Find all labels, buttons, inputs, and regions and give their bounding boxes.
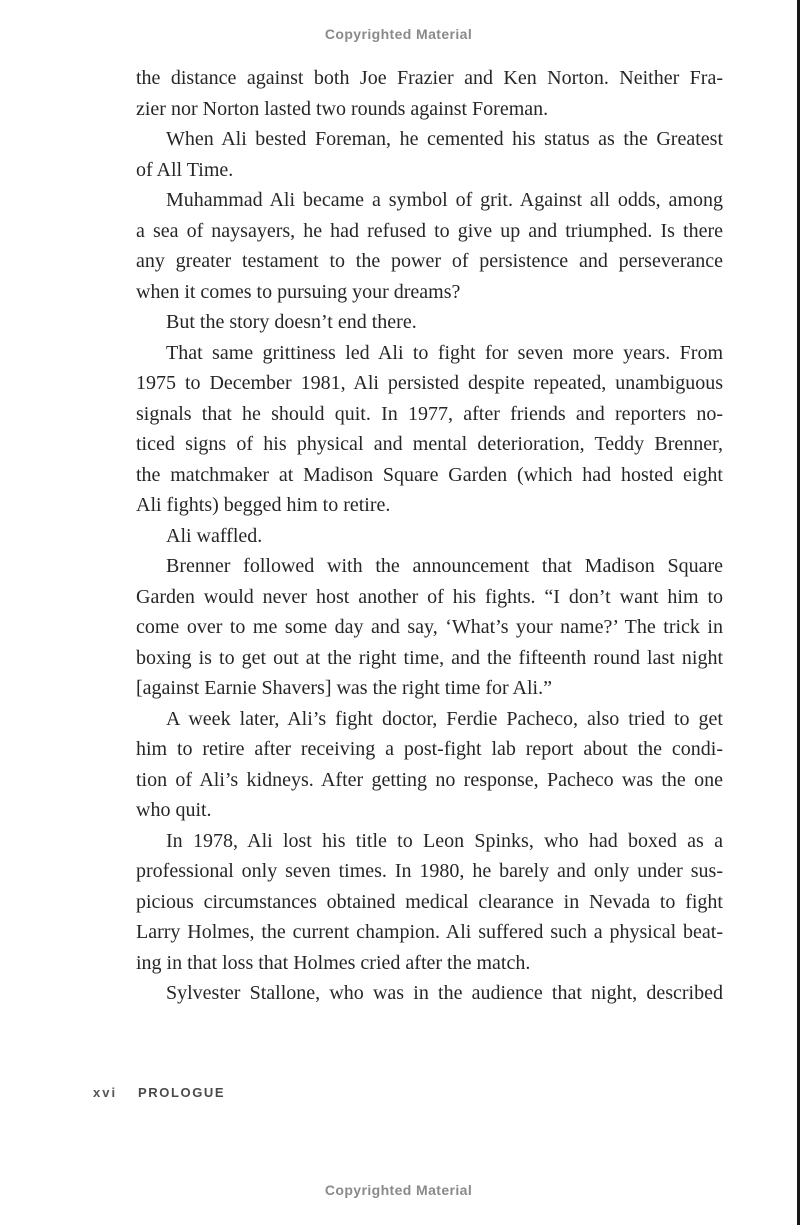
text-line: ticed signs of his physical and mental deterioration, Teddy Brenner, (136, 433, 723, 455)
text-line: Ali fights) begged him to retire. (136, 494, 391, 516)
text-line: picious circumstances obtained medical clearance in Nevada to fight (136, 890, 723, 913)
paragraph (136, 307, 723, 338)
text-line: of All Time. (136, 158, 234, 181)
copyright-notice-bottom: Copyrighted Material (324, 1182, 473, 1198)
paragraph (136, 704, 723, 826)
text-line: In 1978, Ali lost his title to Leon Spinks, who had boxed as a (166, 829, 723, 852)
text-line: come over to me some day and say, ‘What’s your name?’ The trick in (136, 616, 723, 638)
paragraph (136, 338, 723, 521)
text-line: professional only seven times. In 1980, he barely and only under sus- (136, 860, 723, 882)
running-head-prologue: PROLOGUE (138, 1085, 226, 1100)
text-line: zier nor Norton lasted two rounds against Foreman. (136, 97, 549, 120)
text-line: signals that he should quit. In 1977, after friends and reporters no- (136, 402, 723, 425)
text-line: when it comes to pursuing your dreams? (136, 280, 461, 303)
text-line: Brenner followed with the announcement that Madison Square (166, 555, 723, 577)
paragraph (136, 978, 723, 1009)
text-line: the matchmaker at Madison Square Garden (which had hosted eight (136, 463, 723, 486)
text-line: Larry Holmes, the current champion. Ali suffered such a physical beat- (136, 921, 723, 943)
text-line: who quit. (136, 799, 212, 821)
text-line: A week later, Ali’s fight doctor, Ferdie Pacheco, also tried to get (166, 707, 723, 730)
text-line: Sylvester Stallone, who was in the audience that night, described (166, 982, 723, 1004)
text-line: Muhammad Ali became a symbol of grit. Against all odds, among (166, 189, 723, 211)
page-number: xvi (93, 1085, 118, 1100)
text-line: tion of Ali’s kidneys. After getting no response, Pacheco was the one (136, 768, 723, 791)
text-line: ing in that loss that Holmes cried after the match. (136, 951, 531, 974)
paragraph (136, 521, 723, 552)
paragraph (136, 551, 723, 704)
body-text-block (136, 63, 723, 1009)
text-line: boxing is to get out at the right time, and the fifteenth round last night (136, 646, 723, 669)
page-footer (0, 1085, 800, 1103)
paragraph (136, 124, 723, 185)
text-line: the distance against both Joe Frazier and Ken Norton. Neither Fra- (136, 67, 723, 89)
text-line: 1975 to December 1981, Ali persisted despite repeated, unambiguous (136, 372, 723, 394)
text-line: That same grittiness led Ali to fight for seven more years. From (166, 341, 723, 364)
text-line: Ali waffled. (166, 524, 263, 547)
text-line: him to retire after receiving a post-fight lab report about the condi- (136, 738, 723, 760)
text-line: When Ali bested Foreman, he cemented his status as the Greatest (166, 128, 723, 150)
text-line: Garden would never host another of his fights. “I don’t want him to (136, 585, 723, 608)
paragraph (136, 63, 723, 124)
text-line: But the story doesn’t end there. (166, 311, 417, 333)
paragraph (136, 185, 723, 307)
text-line: [against Earnie Shavers] was the right time for Ali.” (136, 677, 552, 699)
text-line: any greater testament to the power of persistence and perseverance (136, 250, 723, 272)
text-line: a sea of naysayers, he had refused to give up and triumphed. Is there (136, 219, 723, 242)
copyright-notice-top: Copyrighted Material (324, 26, 473, 42)
paragraph (136, 826, 723, 979)
